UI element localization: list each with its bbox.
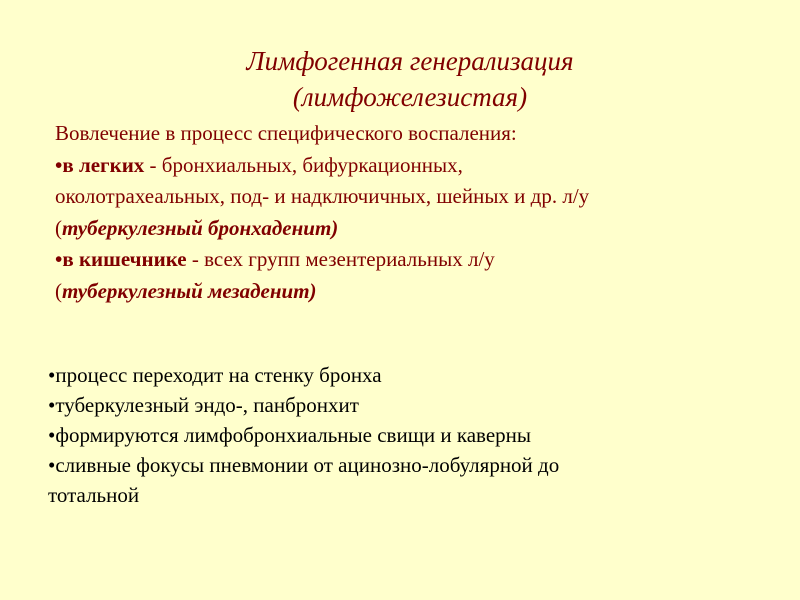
lungs-term <box>55 213 775 245</box>
list-item: тотальной <box>48 483 140 507</box>
intro-text: Вовлечение в процесс специфического воспаления: <box>55 121 517 145</box>
paren-open: ( <box>55 215 62 240</box>
lungs-text-line2: околотрахеальных, под- и надключичных, шейных и др. л/у <box>55 184 590 208</box>
consequences-list <box>48 360 738 510</box>
lungs-label: в легких <box>62 152 145 177</box>
list-item: •сливные фокусы пневмонии от ацинозно-лобулярной до <box>48 453 560 477</box>
intestine-text: - всех групп мезентериальных л/у <box>186 247 495 271</box>
slide-subtitle: (лимфожелезистая) <box>292 82 528 112</box>
lungs-text: - бронхиальных, бифуркационных, <box>144 152 463 177</box>
intestine-item <box>55 244 775 276</box>
lungs-item <box>55 150 775 182</box>
bullet: • <box>55 247 63 271</box>
list-item: •туберкулезный эндо-, панбронхит <box>48 393 359 417</box>
involvement-block <box>55 118 775 307</box>
intestine-term <box>55 276 775 308</box>
intestine-term-text: туберкулезный мезаденит) <box>62 278 317 303</box>
bullet: • <box>55 152 63 177</box>
list-item: •формируются лимфобронхиальные свищи и каверны <box>48 423 532 447</box>
paren-open: ( <box>55 278 62 303</box>
list-item: •процесс переходит на стенку бронха <box>48 363 382 387</box>
lungs-term-text: туберкулезный бронхаденит) <box>62 215 339 240</box>
intestine-label: в кишечнике <box>62 247 187 271</box>
slide-title: Лимфогенная генерализация <box>246 46 574 76</box>
